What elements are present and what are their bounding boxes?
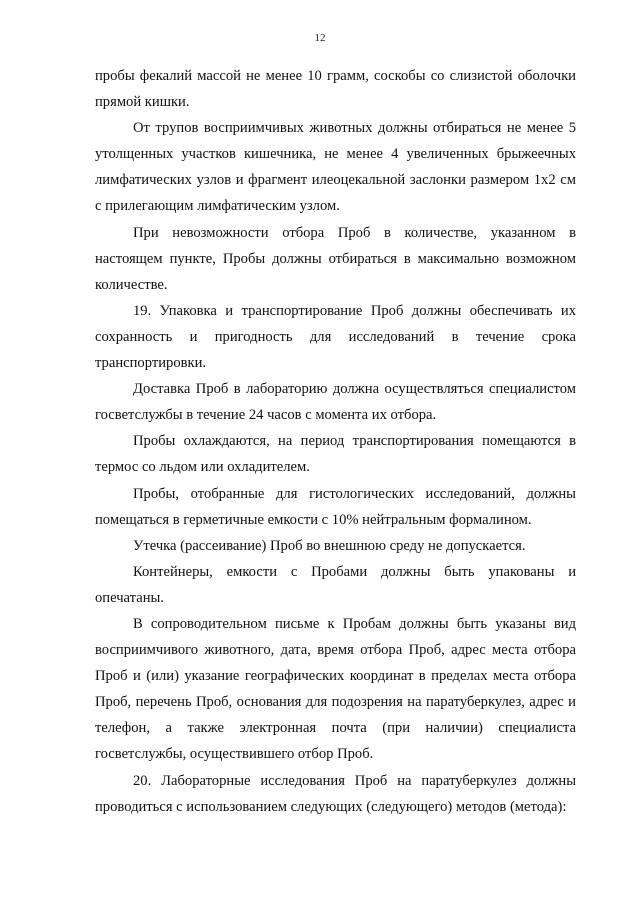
paragraph: При невозможности отбора Проб в количестве, указанном в настоящем пункте, Пробы должны отбираться в максимально возможном количестве. (95, 224, 576, 293)
paragraph-item-20: 20. Лабораторные исследования Проб на паратуберкулез должны проводиться с использованием следующих (следующего) методов (метода): (95, 772, 576, 815)
paragraph: От трупов восприимчивых животных должны отбираться не менее 5 утолщенных участков кишечника, не менее 4 увеличенных брыжеечных лимфатических узлов и фрагмент илеоцекальной заслонки размером 1х2 см с прилегающим лимфатическим узлом. (95, 120, 576, 215)
paragraph: Контейнеры, емкости с Пробами должны быть упакованы и опечатаны. (95, 563, 576, 606)
document-body (95, 63, 576, 820)
page-number: 12 (314, 32, 326, 44)
paragraph: Утечка (рассеивание) Проб во внешнюю среду не допускается. (133, 537, 526, 554)
paragraph-item-19: 19. Упаковка и транспортирование Проб должны обеспечивать их сохранность и пригодность для исследований в течение срока транспортировки. (95, 302, 576, 372)
paragraph: Пробы, отобранные для гистологических исследований, должны помещаться в герметичные емкости с 10% нейтральным формалином. (95, 485, 576, 528)
paragraph: Пробы охлаждаются, на период транспортирования помещаются в термос со льдом или охладителем. (95, 433, 576, 476)
paragraph: пробы фекалий массой не менее 10 грамм, соскобы со слизистой оболочки прямой кишки. (95, 68, 576, 111)
paragraph: В сопроводительном письме к Пробам должны быть указаны вид восприимчивого животного, дата, время отбора Проб, адрес места отбора Проб и (или) указание географических координат в пределах места отбора Проб, перечень Проб, основания для подозрения на паратуберкулез, адрес и телефон, а также электронная почта (при наличии) специалиста госветслужбы, осуществившего отбор Проб. (95, 615, 576, 763)
paragraph: Доставка Проб в лабораторию должна осуществляться специалистом госветслужбы в течение 24 часов с момента их отбора. (95, 381, 576, 424)
